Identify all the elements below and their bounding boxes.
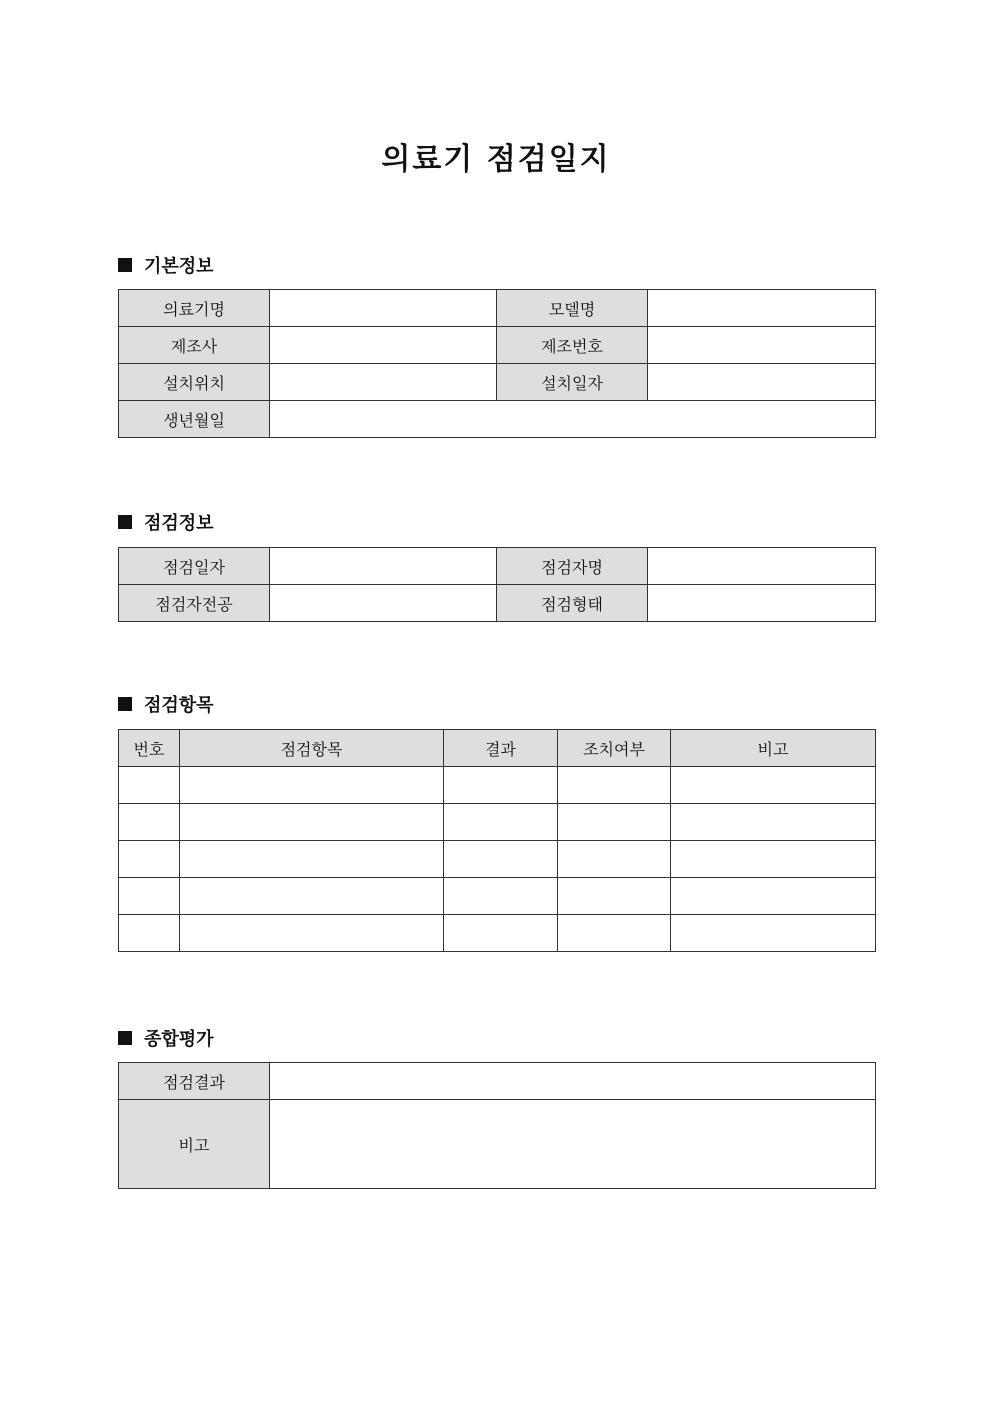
cell-action[interactable] <box>558 767 671 804</box>
cell-item[interactable] <box>180 767 444 804</box>
cell-remarks[interactable] <box>671 767 876 804</box>
label-birth-date: 생년월일 <box>119 401 270 438</box>
square-bullet-icon <box>118 697 132 711</box>
section-heading-overall <box>118 1026 214 1050</box>
section-heading-label: 점검항목 <box>144 695 214 716</box>
label-install-location: 설치위치 <box>119 364 270 401</box>
table-row <box>119 804 876 841</box>
label-serial-no: 제조번호 <box>497 327 648 364</box>
column-header-item: 점검항목 <box>180 730 444 767</box>
square-bullet-icon <box>118 1031 132 1045</box>
section-heading-label: 기본정보 <box>144 256 214 277</box>
label-inspect-date: 점검일자 <box>119 548 270 585</box>
inspection-info-table <box>118 547 876 622</box>
field-birth-date[interactable] <box>270 401 876 438</box>
cell-action[interactable] <box>558 804 671 841</box>
label-manufacturer: 제조사 <box>119 327 270 364</box>
inspection-items-table <box>118 729 876 952</box>
field-serial-no[interactable] <box>648 327 876 364</box>
cell-item[interactable] <box>180 841 444 878</box>
cell-result[interactable] <box>444 878 558 915</box>
column-header-number: 번호 <box>119 730 180 767</box>
label-model-name: 모델명 <box>497 290 648 327</box>
section-heading-inspection <box>118 510 214 534</box>
basic-info-table <box>118 289 876 438</box>
label-inspect-type: 점검형태 <box>497 585 648 622</box>
field-model-name[interactable] <box>648 290 876 327</box>
cell-number[interactable] <box>119 841 180 878</box>
cell-remarks[interactable] <box>671 915 876 952</box>
overall-evaluation-table <box>118 1062 876 1189</box>
column-header-action: 조치여부 <box>558 730 671 767</box>
field-result[interactable] <box>270 1063 876 1100</box>
cell-item[interactable] <box>180 878 444 915</box>
label-result: 점검결과 <box>119 1063 270 1100</box>
field-inspector-name[interactable] <box>648 548 876 585</box>
cell-number[interactable] <box>119 878 180 915</box>
cell-result[interactable] <box>444 767 558 804</box>
table-row <box>119 878 876 915</box>
field-inspect-type[interactable] <box>648 585 876 622</box>
cell-result[interactable] <box>444 804 558 841</box>
field-remarks[interactable] <box>270 1100 876 1189</box>
label-device-name: 의료기명 <box>119 290 270 327</box>
label-install-date: 설치일자 <box>497 364 648 401</box>
cell-item[interactable] <box>180 915 444 952</box>
square-bullet-icon <box>118 515 132 529</box>
square-bullet-icon <box>118 258 132 272</box>
cell-number[interactable] <box>119 767 180 804</box>
document-title: 의료기 점검일지 <box>381 142 611 177</box>
cell-action[interactable] <box>558 878 671 915</box>
table-row <box>119 767 876 804</box>
field-install-location[interactable] <box>270 364 497 401</box>
section-heading-label: 종합평가 <box>144 1029 214 1050</box>
cell-result[interactable] <box>444 915 558 952</box>
cell-number[interactable] <box>119 915 180 952</box>
label-remarks: 비고 <box>119 1100 270 1189</box>
cell-result[interactable] <box>444 841 558 878</box>
section-heading-items <box>118 692 214 716</box>
cell-number[interactable] <box>119 804 180 841</box>
field-inspector-major[interactable] <box>270 585 497 622</box>
cell-remarks[interactable] <box>671 841 876 878</box>
table-row <box>119 841 876 878</box>
cell-action[interactable] <box>558 841 671 878</box>
cell-action[interactable] <box>558 915 671 952</box>
label-inspector-name: 점검자명 <box>497 548 648 585</box>
field-manufacturer[interactable] <box>270 327 497 364</box>
cell-remarks[interactable] <box>671 804 876 841</box>
cell-item[interactable] <box>180 804 444 841</box>
cell-remarks[interactable] <box>671 878 876 915</box>
column-header-remarks: 비고 <box>671 730 876 767</box>
section-heading-label: 점검정보 <box>144 513 214 534</box>
field-device-name[interactable] <box>270 290 497 327</box>
section-heading-basic <box>118 253 214 277</box>
label-inspector-major: 점검자전공 <box>119 585 270 622</box>
column-header-result: 결과 <box>444 730 558 767</box>
field-install-date[interactable] <box>648 364 876 401</box>
table-row <box>119 915 876 952</box>
field-inspect-date[interactable] <box>270 548 497 585</box>
